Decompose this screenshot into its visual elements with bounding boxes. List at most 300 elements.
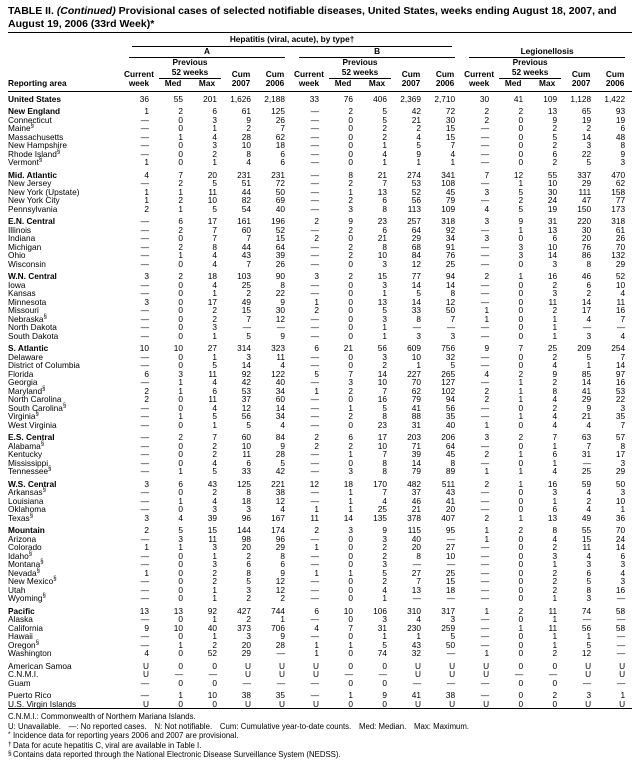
cum-label: Cum <box>435 68 455 79</box>
value-cell: — <box>446 322 456 332</box>
value-cell: 2 <box>382 360 387 370</box>
value-cell: 1 <box>484 525 490 535</box>
value-cell: 1 <box>314 648 319 658</box>
value-cell: 4 <box>280 419 285 430</box>
value-cell: — <box>616 639 626 650</box>
table-row <box>8 158 632 167</box>
value-cell: 3 <box>348 377 353 387</box>
value-cell: U <box>415 698 421 709</box>
footnote-symbol: * <box>8 731 11 739</box>
value-cell: 2 <box>178 271 183 281</box>
value-cell: 0 <box>178 351 183 362</box>
value-cell: 0 <box>518 288 524 298</box>
value-cell: 56 <box>241 411 251 421</box>
value-cell: — <box>480 178 490 188</box>
reporting-area-cell: Idaho§ <box>8 550 33 561</box>
value-cell: 1 <box>552 457 558 468</box>
value-cell: 5 <box>246 330 251 341</box>
value-cell: 70 <box>615 241 626 252</box>
value-cell: 82 <box>241 195 251 205</box>
table-row <box>8 103 632 116</box>
value-cell: U <box>279 660 285 671</box>
table-row <box>8 91 632 103</box>
table-row <box>8 488 632 497</box>
value-cell: 20 <box>241 639 251 650</box>
table-row <box>8 421 632 430</box>
reporting-area-cell: Pacific <box>8 605 35 616</box>
value-cell: 1 <box>552 322 558 332</box>
value-cell: 18 <box>275 140 285 150</box>
value-cell: — <box>480 296 490 307</box>
value-cell: 8 <box>552 385 558 396</box>
reporting-area-cell: W.S. Central <box>8 478 57 489</box>
value-cell: — <box>310 576 319 586</box>
reporting-area-cell: New Mexico§ <box>8 576 57 586</box>
value-cell: 1 <box>416 157 421 167</box>
value-cell: 10 <box>377 377 387 387</box>
value-cell: — <box>582 614 592 624</box>
value-cell: 5 <box>450 631 456 641</box>
value-cell: 12 <box>513 169 524 180</box>
reporting-area-cell: Alabama§ <box>8 440 45 451</box>
value-cell: 132 <box>611 250 626 260</box>
value-cell: 1 <box>518 385 524 396</box>
value-cell: 2 <box>484 106 490 116</box>
value-cell: 7 <box>620 313 626 324</box>
value-cell: 135 <box>373 512 387 523</box>
value-cell: U <box>143 698 149 709</box>
value-cell: 0 <box>518 593 524 603</box>
value-cell: 29 <box>581 178 592 188</box>
value-cell: 61 <box>615 224 626 235</box>
value-cell: 3 <box>620 487 626 497</box>
value-cell: 0 <box>348 313 353 324</box>
value-cell: 0 <box>518 258 524 269</box>
value-cell: U <box>619 669 626 679</box>
value-cell: — <box>616 631 626 641</box>
value-cell: 4 <box>212 258 217 269</box>
value-cell: — <box>140 216 149 226</box>
value-cell: — <box>446 648 456 658</box>
value-cell: 5 <box>382 567 387 578</box>
value-cell: 21 <box>377 233 387 243</box>
value-cell: 10 <box>241 140 251 150</box>
value-cell: 0 <box>518 660 524 671</box>
value-cell: 84 <box>275 432 285 442</box>
value-cell: 11 <box>208 368 217 379</box>
value-cell: 1 <box>552 631 558 641</box>
value-cell: 0 <box>518 542 524 552</box>
value-cell: 14 <box>411 279 421 290</box>
table-row <box>8 289 632 298</box>
value-cell: 1 <box>212 550 217 561</box>
value-cell: 310 <box>407 605 421 616</box>
value-cell: 0 <box>178 614 183 624</box>
value-cell: 9 <box>552 114 558 125</box>
value-cell: 7 <box>178 169 183 180</box>
value-cell: 4 <box>586 550 592 561</box>
value-cell: 2 <box>382 576 387 586</box>
previous-label: Previous <box>342 57 378 67</box>
value-cell: — <box>480 250 490 260</box>
value-cell: 16 <box>615 584 626 595</box>
footnote-marker: § <box>30 123 34 130</box>
value-cell: 0 <box>348 322 353 332</box>
value-cell: 65 <box>581 106 592 116</box>
value-cell: 20 <box>445 504 456 514</box>
value-cell: U <box>143 660 149 671</box>
value-cell: 0 <box>178 305 183 315</box>
value-cell: 50 <box>275 186 285 197</box>
footnote-marker: § <box>40 559 44 566</box>
value-cell: 1 <box>178 639 183 650</box>
value-cell: 10 <box>615 495 626 506</box>
value-cell: — <box>174 669 183 679</box>
value-cell: 1 <box>212 330 217 341</box>
footnote-marker: § <box>53 576 57 583</box>
value-cell: 511 <box>441 478 456 489</box>
value-cell: 15 <box>445 131 456 142</box>
value-cell: 60 <box>241 224 251 235</box>
value-cell: 0 <box>178 631 183 641</box>
max-label: Max <box>530 79 564 91</box>
value-cell: 1 <box>348 402 353 413</box>
value-cell: 0 <box>518 576 524 586</box>
reporting-area-cell: Virginia§ <box>8 411 39 421</box>
table-row <box>8 370 632 379</box>
value-cell: 2 <box>586 495 592 506</box>
value-cell: 12 <box>411 258 421 269</box>
table-row <box>8 687 632 700</box>
value-cell: — <box>582 677 592 688</box>
year-2006-label: 2006 <box>428 79 462 91</box>
value-cell: 6 <box>280 148 285 159</box>
table-row <box>8 505 632 514</box>
value-cell: — <box>310 330 319 341</box>
value-cell: 609 <box>407 343 421 353</box>
value-cell: 15 <box>241 305 251 315</box>
reporting-area-cell: District of Columbia <box>8 360 80 370</box>
value-cell: — <box>378 669 387 679</box>
value-cell: 3 <box>484 233 490 243</box>
value-cell: 1 <box>552 330 558 341</box>
reporting-area-cell: E.S. Central <box>8 432 55 442</box>
footnote-marker: § <box>48 466 52 473</box>
value-cell: — <box>140 457 149 468</box>
value-cell: — <box>480 241 490 252</box>
value-cell: 45 <box>445 449 456 459</box>
value-cell: 9 <box>246 114 251 125</box>
value-cell: 0 <box>348 593 353 603</box>
value-cell: — <box>310 178 319 188</box>
value-cell: 4 <box>382 495 387 506</box>
value-cell: 1 <box>348 487 353 497</box>
max-label: Max <box>190 79 224 91</box>
reporting-area-cell: Washington <box>8 648 52 658</box>
value-cell: 2 <box>246 123 251 133</box>
value-cell: 17 <box>207 216 217 226</box>
value-cell: 4 <box>212 377 217 387</box>
reporting-area-cell: Massachusetts <box>8 131 64 142</box>
value-cell: 9 <box>280 330 285 341</box>
value-cell: 1 <box>552 495 558 506</box>
value-cell: 1 <box>314 504 319 514</box>
value-cell: 2 <box>314 432 319 442</box>
value-cell: 0 <box>178 504 183 514</box>
value-cell: 0 <box>178 296 183 307</box>
value-cell: 20 <box>241 542 251 552</box>
value-cell: 74 <box>377 648 387 658</box>
value-cell: 2 <box>246 550 251 561</box>
value-cell: — <box>310 224 319 235</box>
value-cell: 22 <box>615 394 626 404</box>
value-cell: 0 <box>382 698 387 709</box>
reporting-area-cell: South Dakota <box>8 330 59 341</box>
reporting-area-cell: Utah <box>8 584 26 595</box>
value-cell: 12 <box>275 495 285 506</box>
value-cell: 0 <box>178 677 183 688</box>
value-cell: — <box>412 593 421 603</box>
table-row <box>8 213 632 226</box>
value-cell: 10 <box>547 178 558 188</box>
value-cell: 12 <box>445 296 456 307</box>
value-cell: — <box>140 487 149 497</box>
value-cell: 1 <box>416 360 421 370</box>
value-cell: — <box>140 550 149 561</box>
reporting-area-cell: Alaska <box>8 614 33 624</box>
value-cell: — <box>310 169 319 180</box>
reporting-area-cell: Indiana <box>8 233 36 243</box>
value-cell: 257 <box>407 216 421 226</box>
value-cell: — <box>310 186 319 197</box>
value-cell: 2 <box>382 123 387 133</box>
value-cell: 3 <box>620 402 626 413</box>
value-cell: U <box>619 698 626 709</box>
value-cell: U <box>483 669 490 679</box>
value-cell: 1 <box>620 690 626 700</box>
value-cell: 3 <box>586 593 592 603</box>
value-cell: 5 <box>382 106 387 116</box>
value-cell: — <box>140 305 149 315</box>
cum-label: Cum <box>401 68 421 79</box>
value-cell: 15 <box>377 271 387 281</box>
value-cell: 2 <box>178 432 183 442</box>
value-cell: 5 <box>586 639 592 650</box>
value-cell: 0 <box>178 313 183 324</box>
value-cell: 2 <box>552 690 558 700</box>
value-cell: 10 <box>343 605 353 616</box>
footnote-marker: § <box>43 313 47 320</box>
reporting-area-cell: Mountain <box>8 525 45 535</box>
value-cell: 0 <box>178 584 183 595</box>
value-cell: — <box>480 195 490 205</box>
value-cell: 11 <box>548 605 558 616</box>
value-cell: 0 <box>518 550 524 561</box>
value-cell: 1 <box>552 559 558 569</box>
value-cell: 0 <box>178 698 183 709</box>
value-cell: 274 <box>407 169 421 180</box>
value-cell: 14 <box>275 402 285 413</box>
value-cell: 10 <box>207 690 217 700</box>
value-cell: 1 <box>552 440 558 451</box>
table-row <box>8 632 632 641</box>
value-cell: 76 <box>343 93 353 104</box>
value-cell: 7 <box>246 313 251 324</box>
value-cell: 49 <box>581 512 592 523</box>
value-cell: 43 <box>411 639 421 650</box>
value-cell: 16 <box>547 478 558 489</box>
value-cell: 64 <box>275 241 285 252</box>
value-cell: 39 <box>207 512 217 523</box>
value-cell: 97 <box>615 368 626 379</box>
value-cell: 68 <box>411 241 421 252</box>
value-cell: 2 <box>382 542 387 552</box>
value-cell: 13 <box>377 186 387 197</box>
value-cell: 1,422 <box>604 93 626 104</box>
value-cell: 0 <box>178 322 183 332</box>
value-cell: — <box>310 559 319 569</box>
value-cell: 6 <box>280 157 285 167</box>
value-cell: 0 <box>348 394 353 404</box>
value-cell: — <box>616 677 626 688</box>
reporting-area-cell: C.N.M.I. <box>8 669 39 679</box>
value-cell: 31 <box>377 622 387 633</box>
value-cell: 52 <box>411 186 421 197</box>
value-cell: 173 <box>611 203 626 214</box>
value-cell: 36 <box>139 93 149 104</box>
value-cell: 0 <box>178 233 183 243</box>
value-cell: 4 <box>280 360 285 370</box>
reporting-area-cell: Pennsylvania <box>8 203 58 214</box>
value-cell: 2 <box>416 123 421 133</box>
value-cell: 30 <box>445 114 456 125</box>
value-cell: 0 <box>518 148 524 159</box>
value-cell: 1 <box>518 622 524 633</box>
value-cell: 56 <box>445 402 456 413</box>
table-row <box>8 552 632 561</box>
value-cell: 1 <box>144 186 149 197</box>
value-cell: 1 <box>144 567 149 578</box>
value-cell: 28 <box>275 639 285 650</box>
value-cell: 0 <box>178 419 183 430</box>
value-cell: 37 <box>241 394 251 404</box>
value-cell: 4 <box>552 411 558 421</box>
current-label: Current <box>294 68 324 79</box>
value-cell: 9 <box>484 343 490 353</box>
value-cell: — <box>480 614 490 624</box>
value-cell: — <box>140 233 149 243</box>
value-cell: 55 <box>173 93 183 104</box>
value-cell: 6 <box>314 343 319 353</box>
value-cell: 38 <box>445 690 456 700</box>
value-cell: 2 <box>178 195 183 205</box>
value-cell: 0 <box>178 440 183 451</box>
value-cell: 2 <box>484 114 490 125</box>
value-cell: U <box>483 660 490 671</box>
value-cell: 1 <box>178 250 183 260</box>
value-cell: 32 <box>445 351 456 362</box>
value-cell: 4 <box>586 504 592 514</box>
value-cell: 8 <box>280 279 285 290</box>
value-cell: 49 <box>241 296 251 307</box>
value-cell: 18 <box>207 271 217 281</box>
value-cell: 43 <box>445 487 456 497</box>
reporting-area-cell: Texas§ <box>8 512 34 523</box>
value-cell: 470 <box>611 169 626 180</box>
value-cell: 1 <box>178 690 183 700</box>
value-cell: 1 <box>518 466 524 476</box>
value-cell: 2 <box>212 576 217 586</box>
value-cell: 0 <box>178 550 183 561</box>
value-cell: 0 <box>178 660 183 671</box>
value-cell: — <box>310 411 319 421</box>
value-cell: 3 <box>382 614 387 624</box>
value-cell: 8 <box>416 550 421 561</box>
value-cell: 5 <box>586 351 592 362</box>
value-cell: — <box>480 360 490 370</box>
value-cell: 52 <box>275 224 285 235</box>
value-cell: 125 <box>271 106 285 116</box>
value-cell: 4 <box>416 614 421 624</box>
value-cell: 8 <box>586 584 592 595</box>
value-cell: 1 <box>144 106 149 116</box>
value-cell: 4 <box>620 288 626 298</box>
footnote-marker: § <box>29 512 34 519</box>
value-cell: 13 <box>173 605 183 616</box>
value-cell: 2 <box>552 279 558 290</box>
value-cell: 14 <box>581 377 592 387</box>
reporting-area-cell: American Samoa <box>8 660 72 671</box>
value-cell: 3 <box>348 203 353 214</box>
value-cell: 32 <box>411 648 421 658</box>
footnote-line: * Incidence data for reporting years 2006 and 2007 are provisional. <box>8 731 239 741</box>
group-header-hepatitis-b: B <box>299 47 455 59</box>
reporting-area-cell: California <box>8 622 44 633</box>
reporting-area-cell: Mississippi <box>8 457 49 468</box>
value-cell: 106 <box>373 605 387 616</box>
value-cell: 1 <box>348 504 353 514</box>
value-cell: 12 <box>275 584 285 595</box>
value-cell: 2 <box>484 271 490 281</box>
value-cell: 27 <box>207 343 217 353</box>
value-cell: 7 <box>280 123 285 133</box>
value-cell: 1 <box>348 495 353 506</box>
table-row <box>8 429 632 442</box>
value-cell: 4 <box>382 148 387 159</box>
value-cell: 0 <box>348 648 353 658</box>
value-cell: — <box>310 631 319 641</box>
value-cell: 8 <box>620 440 626 451</box>
value-cell: 0 <box>348 288 353 298</box>
value-cell: — <box>140 411 149 421</box>
value-cell: 11 <box>548 296 558 307</box>
value-cell: 0 <box>552 660 558 671</box>
value-cell: — <box>480 157 490 167</box>
table-row <box>8 243 632 252</box>
value-cell: 14 <box>581 296 592 307</box>
value-cell: 12 <box>275 313 285 324</box>
value-cell: 4 <box>212 402 217 413</box>
value-cell: 2 <box>246 288 251 298</box>
value-cell: 0 <box>348 457 353 468</box>
value-cell: 1 <box>178 203 183 214</box>
value-cell: 7 <box>246 233 251 243</box>
value-cell: 14 <box>377 368 387 379</box>
value-cell: 1 <box>144 157 149 167</box>
value-cell: — <box>480 123 490 133</box>
table-row <box>8 412 632 421</box>
value-cell: — <box>140 360 149 370</box>
